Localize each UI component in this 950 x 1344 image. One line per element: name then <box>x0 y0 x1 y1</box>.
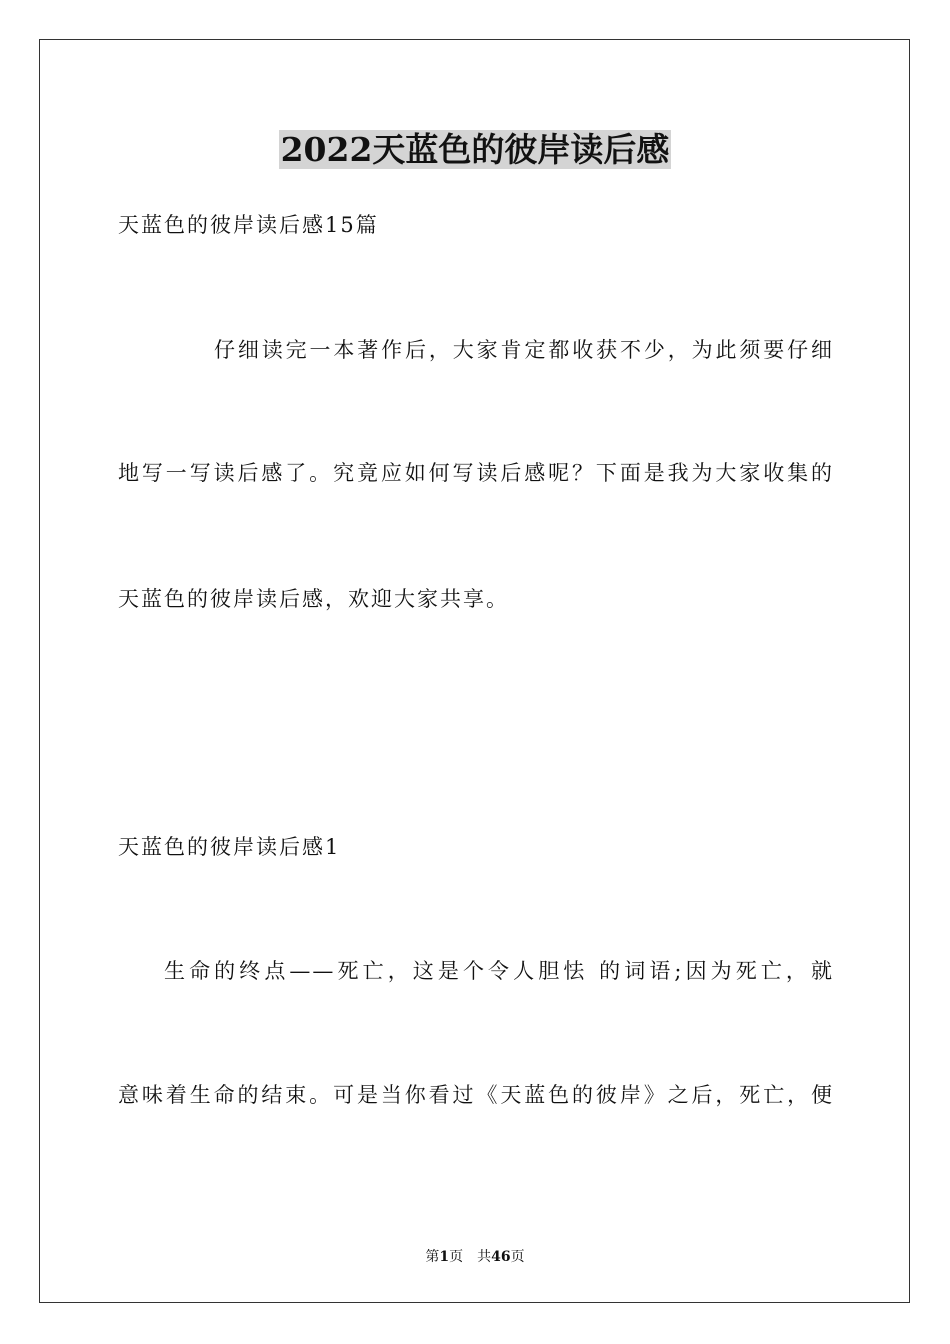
document-subtitle: 天蓝色的彼岸读后感15篇 <box>118 213 379 237</box>
footer-page-total: 46 <box>491 1249 511 1265</box>
intro-line-1: 仔细读完一本著作后，大家肯定都收获不少，为此须要仔细 <box>214 338 834 362</box>
footer-page-prefix: 第 <box>425 1249 440 1265</box>
page-number-footer <box>0 1247 950 1267</box>
section-heading: 天蓝色的彼岸读后感1 <box>118 835 341 859</box>
intro-line-2: 地写一写读后感了。究竟应如何写读后感呢？下面是我为大家收集的 <box>118 461 834 485</box>
footer-page-mid: 页 共 <box>449 1249 492 1265</box>
section-line-2: 意味着生命的结束。可是当你看过《天蓝色的彼岸》之后，死亡，便 <box>118 1083 834 1107</box>
section-line-1: 生命的终点——死亡，这是个令人胆怯 的词语;因为死亡，就 <box>164 959 834 983</box>
footer-page-current: 1 <box>439 1249 450 1265</box>
document-title: 2022天蓝色的彼岸读后感 <box>280 130 670 169</box>
footer-page-suffix: 页 <box>510 1249 525 1265</box>
intro-line-3: 天蓝色的彼岸读后感，欢迎大家共享。 <box>118 587 509 611</box>
